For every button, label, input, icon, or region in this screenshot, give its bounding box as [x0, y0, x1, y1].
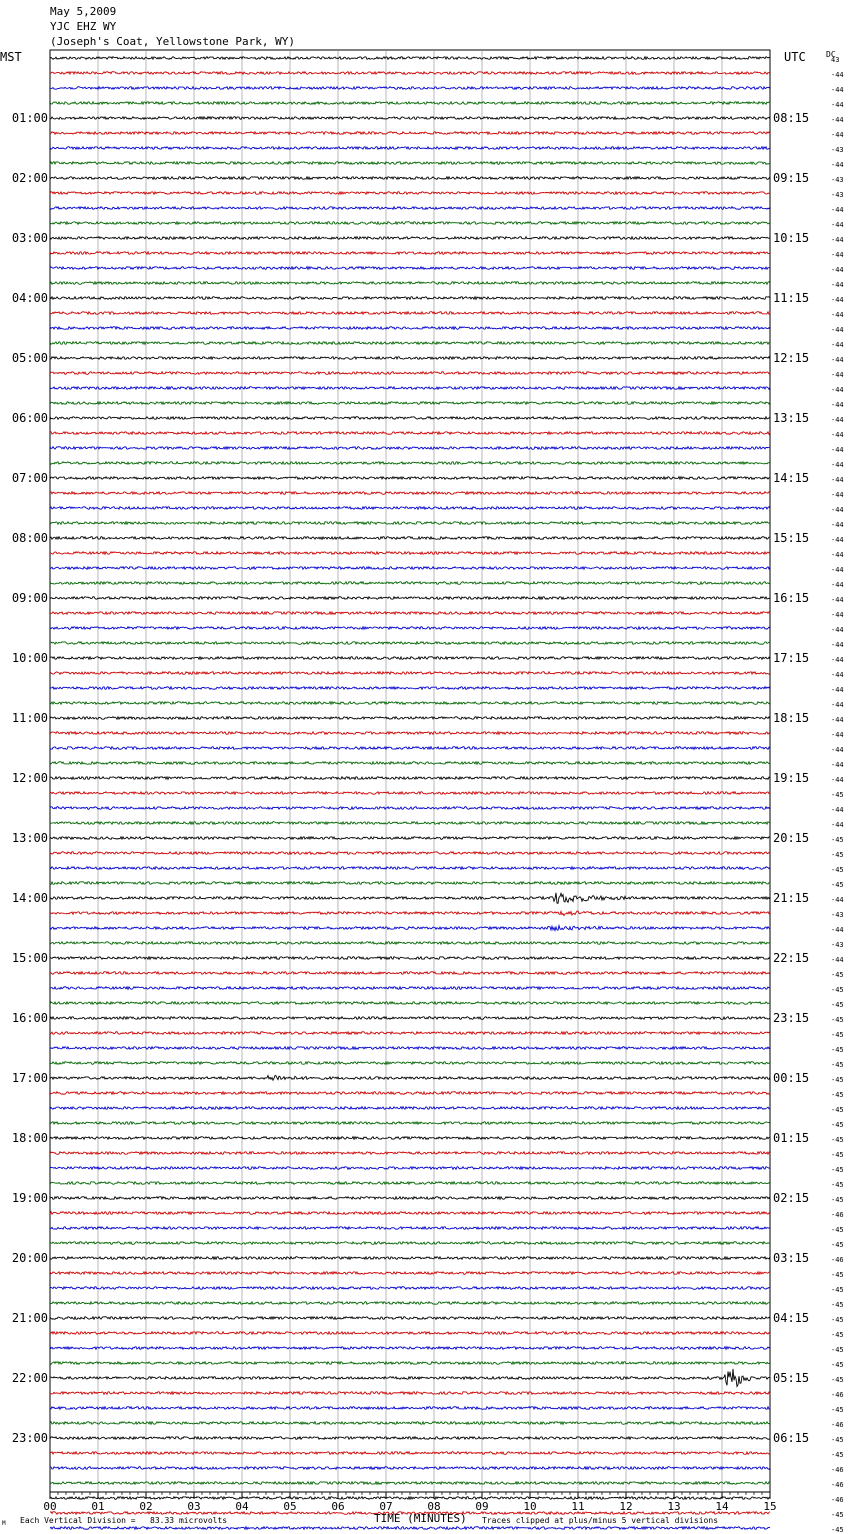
- dc-offset-value: -44: [831, 356, 844, 364]
- seismic-trace-line: [50, 987, 770, 990]
- dc-offset-value: -45: [831, 1241, 844, 1249]
- x-tick-label: 11: [571, 1500, 585, 1513]
- dc-offset-value: -45: [831, 1151, 844, 1159]
- right-timezone-label: UTC: [784, 50, 806, 64]
- seismic-trace-line: [50, 1332, 770, 1335]
- seismic-trace-line: [50, 567, 770, 570]
- seismic-trace-line: [50, 657, 770, 660]
- x-tick-label: 03: [187, 1500, 201, 1513]
- dc-offset-value: -45: [831, 1136, 844, 1144]
- seismic-trace-line: [50, 72, 770, 75]
- seismic-trace-line: [50, 627, 770, 630]
- seismic-trace-line: [50, 1152, 770, 1155]
- dc-offset-value: -45: [831, 1031, 844, 1039]
- dc-offset-value: -44: [831, 431, 844, 439]
- chart-date: May 5,2009: [50, 5, 117, 18]
- right-hour-label: 10:15: [773, 231, 810, 245]
- right-hour-label: 19:15: [773, 771, 810, 785]
- x-tick-label: 06: [331, 1500, 345, 1513]
- seismic-trace-line: [50, 612, 770, 615]
- seismic-trace-line: [50, 1197, 770, 1200]
- right-hour-label: 00:15: [773, 1071, 810, 1085]
- scale-note: Each Vertical Division = 83.33 microvolts: [20, 1516, 228, 1525]
- x-tick-label: 09: [475, 1500, 489, 1513]
- dc-offset-value: -45: [831, 1301, 844, 1309]
- dc-offset-value: -44: [831, 701, 844, 709]
- dc-offset-value: -45: [831, 851, 844, 859]
- left-hour-label: 03:00: [11, 231, 48, 245]
- seismic-trace-line: [50, 852, 770, 855]
- seismic-trace-line: [50, 1107, 770, 1110]
- seismic-trace-line: [50, 942, 770, 945]
- dc-offset-value: -44: [831, 371, 844, 379]
- dc-offset-value: -46: [831, 1256, 844, 1264]
- seismic-trace-line: [50, 1002, 770, 1005]
- dc-offset-value: -45: [831, 866, 844, 874]
- dc-offset-value: -45: [831, 791, 844, 799]
- dc-offset-value: -44: [831, 656, 844, 664]
- left-hour-label: 02:00: [11, 171, 48, 185]
- seismic-trace-line: [50, 477, 770, 480]
- dc-offset-value: -45: [831, 1376, 844, 1384]
- seismic-trace-line: [50, 282, 770, 285]
- left-hour-label: 23:00: [11, 1431, 48, 1445]
- seismic-trace-line: [50, 237, 770, 240]
- seismic-trace-line: [50, 972, 770, 975]
- seismic-trace-line: [50, 747, 770, 750]
- dc-offset-value: -44: [831, 596, 844, 604]
- seismic-trace-line: [50, 402, 770, 405]
- seismic-trace-line: [50, 267, 770, 270]
- dc-offset-value: -45: [831, 1196, 844, 1204]
- seismic-trace-line: [50, 327, 770, 330]
- right-hour-label: 14:15: [773, 471, 810, 485]
- dc-offset-value: -44: [831, 281, 844, 289]
- dc-offset-value: -45: [831, 1016, 844, 1024]
- dc-offset-value: -45: [831, 986, 844, 994]
- right-hour-label: 06:15: [773, 1431, 810, 1445]
- seismic-trace-line: [50, 252, 770, 255]
- dc-offset-value: -44: [831, 491, 844, 499]
- right-hour-label: 11:15: [773, 291, 810, 305]
- seismic-trace-line: [50, 1422, 770, 1425]
- left-timezone-label: MST: [0, 50, 22, 64]
- plot-frame: [50, 50, 770, 1492]
- dc-offset-value: -44: [831, 236, 844, 244]
- seismic-trace-line: [50, 807, 770, 810]
- left-hour-label: 14:00: [11, 891, 48, 905]
- dc-offset-value: -44: [831, 521, 844, 529]
- clip-note: Traces clipped at plus/minus 5 vertical divisions: [482, 1516, 719, 1525]
- dc-offset-value: -44: [831, 101, 844, 109]
- seismic-trace-line: [50, 777, 770, 780]
- left-hour-label: 09:00: [11, 591, 48, 605]
- dc-offset-value: -44: [831, 296, 844, 304]
- x-tick-label: 01: [91, 1500, 105, 1513]
- dc-offset-value: -45: [831, 1316, 844, 1324]
- station-code: YJC EHZ WY: [50, 20, 117, 33]
- dc-offset-value: -44: [831, 161, 844, 169]
- dc-offset-value: -44: [831, 266, 844, 274]
- seismic-trace-line: [50, 1167, 770, 1170]
- dc-offset-value: -45: [831, 1226, 844, 1234]
- dc-offset-value: -44: [831, 251, 844, 259]
- right-hour-label: 08:15: [773, 111, 810, 125]
- seismic-trace-line: [50, 1017, 770, 1020]
- seismic-trace-line: [50, 882, 770, 885]
- dc-offset-value: -44: [831, 386, 844, 394]
- seismic-trace-line: [50, 1227, 770, 1230]
- dc-offset-value: -44: [831, 506, 844, 514]
- dc-offset-label: DC: [826, 50, 836, 59]
- dc-offset-value: -45: [831, 1061, 844, 1069]
- seismic-trace-line: [50, 926, 770, 931]
- x-tick-label: 13: [667, 1500, 681, 1513]
- dc-offset-value: -45: [831, 836, 844, 844]
- seismic-trace-line: [50, 87, 770, 90]
- dc-offset-value: -45: [831, 1511, 844, 1519]
- seismic-trace-line: [50, 1527, 770, 1530]
- dc-offset-value: -44: [831, 131, 844, 139]
- right-hour-label: 20:15: [773, 831, 810, 845]
- seismic-trace-line: [50, 732, 770, 735]
- dc-offset-value: -44: [831, 116, 844, 124]
- left-hour-label: 06:00: [11, 411, 48, 425]
- dc-offset-value: -45: [831, 1361, 844, 1369]
- left-hour-label: 04:00: [11, 291, 48, 305]
- right-hour-label: 15:15: [773, 531, 810, 545]
- seismic-trace-line: [50, 867, 770, 870]
- seismic-trace-line: [50, 1317, 770, 1320]
- dc-offset-value: -45: [831, 1091, 844, 1099]
- dc-offset-value: -44: [831, 401, 844, 409]
- seismic-trace-line: [50, 1362, 770, 1365]
- seismic-trace-line: [50, 1257, 770, 1260]
- x-tick-label: 12: [619, 1500, 633, 1513]
- left-hour-label: 05:00: [11, 351, 48, 365]
- seismic-trace-line: [50, 132, 770, 135]
- seismic-trace-line: [50, 1452, 770, 1455]
- seismic-trace-line: [50, 207, 770, 210]
- seismic-trace-line: [50, 537, 770, 540]
- seismic-trace-line: [50, 957, 770, 960]
- left-hour-label: 01:00: [11, 111, 48, 125]
- seismic-trace-line: [50, 417, 770, 420]
- dc-offset-value: 43: [831, 56, 840, 64]
- seismic-trace-line: [50, 312, 770, 315]
- seismic-trace-line: [50, 342, 770, 345]
- dc-offset-value: -43: [831, 191, 844, 199]
- dc-offset-value: -43: [831, 176, 844, 184]
- seismic-trace-line: [50, 642, 770, 645]
- seismic-trace-line: [50, 762, 770, 765]
- dc-offset-value: -44: [831, 896, 844, 904]
- seismic-trace-line: [50, 1032, 770, 1035]
- seismic-trace-line: [50, 1062, 770, 1065]
- dc-offset-value: -44: [831, 461, 844, 469]
- left-hour-label: 19:00: [11, 1191, 48, 1205]
- seismic-trace-line: [50, 792, 770, 795]
- right-hour-label: 22:15: [773, 951, 810, 965]
- dc-offset-value: -44: [831, 641, 844, 649]
- left-hour-label: 16:00: [11, 1011, 48, 1025]
- right-hour-label: 13:15: [773, 411, 810, 425]
- left-hour-label: 10:00: [11, 651, 48, 665]
- seismic-trace-line: [50, 1137, 770, 1140]
- right-hour-label: 09:15: [773, 171, 810, 185]
- dc-offset-value: -44: [831, 581, 844, 589]
- seismic-trace-line: [50, 1369, 770, 1386]
- left-hour-label: 13:00: [11, 831, 48, 845]
- dc-offset-value: -44: [831, 566, 844, 574]
- seismic-trace-line: [50, 162, 770, 165]
- x-tick-label: 15: [763, 1500, 777, 1513]
- seismic-trace-line: [50, 447, 770, 450]
- dc-offset-value: -45: [831, 881, 844, 889]
- dc-offset-value: -45: [831, 1526, 844, 1534]
- dc-offset-value: -45: [831, 1346, 844, 1354]
- left-hour-label: 15:00: [11, 951, 48, 965]
- dc-offset-value: -45: [831, 1286, 844, 1294]
- dc-offset-value: -45: [831, 1046, 844, 1054]
- dc-offset-value: -44: [831, 416, 844, 424]
- seismic-trace-line: [50, 1407, 770, 1410]
- dc-offset-value: -44: [831, 341, 844, 349]
- seismic-trace-line: [50, 222, 770, 225]
- x-tick-label: 08: [427, 1500, 441, 1513]
- right-hour-label: 04:15: [773, 1311, 810, 1325]
- dc-offset-value: -45: [831, 1406, 844, 1414]
- dc-offset-value: -44: [831, 71, 844, 79]
- dc-offset-value: -46: [831, 1496, 844, 1504]
- dc-offset-value: -44: [831, 221, 844, 229]
- seismic-trace-line: [50, 1122, 770, 1125]
- dc-offset-value: -44: [831, 956, 844, 964]
- dc-offset-value: -45: [831, 1076, 844, 1084]
- seismic-trace-line: [50, 597, 770, 600]
- left-hour-label: 21:00: [11, 1311, 48, 1325]
- dc-offset-value: -44: [831, 761, 844, 769]
- seismic-trace-line: [50, 582, 770, 585]
- dc-offset-value: -44: [831, 611, 844, 619]
- dc-offset-value: -44: [831, 686, 844, 694]
- right-hour-label: 16:15: [773, 591, 810, 605]
- dc-offset-value: -44: [831, 446, 844, 454]
- seismic-trace-line: [50, 462, 770, 465]
- seismic-trace-line: [50, 822, 770, 825]
- dc-offset-value: -46: [831, 1391, 844, 1399]
- seismic-trace-line: [50, 1482, 770, 1485]
- seismic-trace-line: [50, 297, 770, 300]
- dc-offset-value: -43: [831, 941, 844, 949]
- dc-offset-value: -45: [831, 1436, 844, 1444]
- seismic-trace-line: [50, 1242, 770, 1245]
- seismic-trace-line: [50, 1047, 770, 1050]
- seismic-trace-line: [50, 672, 770, 675]
- seismic-trace-line: [50, 837, 770, 840]
- left-hour-label: 07:00: [11, 471, 48, 485]
- dc-offset-value: -44: [831, 326, 844, 334]
- right-hour-label: 12:15: [773, 351, 810, 365]
- right-hour-label: 03:15: [773, 1251, 810, 1265]
- left-hour-label: 11:00: [11, 711, 48, 725]
- station-location: (Joseph's Coat, Yellowstone Park, WY): [50, 35, 296, 48]
- seismic-trace-line: [50, 1437, 770, 1440]
- left-hour-label: 18:00: [11, 1131, 48, 1145]
- dc-offset-value: -45: [831, 1121, 844, 1129]
- left-hour-label: 17:00: [11, 1071, 48, 1085]
- right-hour-label: 17:15: [773, 651, 810, 665]
- left-hour-label: 08:00: [11, 531, 48, 545]
- dc-offset-value: -43: [831, 911, 844, 919]
- dc-offset-value: -46: [831, 1421, 844, 1429]
- dc-offset-value: -44: [831, 731, 844, 739]
- dc-offset-value: -45: [831, 1181, 844, 1189]
- dc-offset-value: -44: [831, 776, 844, 784]
- seismic-trace-line: [50, 687, 770, 690]
- right-hour-label: 21:15: [773, 891, 810, 905]
- seismic-trace-line: [50, 911, 770, 915]
- x-axis-title: TIME (MINUTES): [374, 1512, 467, 1525]
- seismic-trace-line: [50, 117, 770, 120]
- dc-offset-value: -44: [831, 206, 844, 214]
- dc-offset-value: -45: [831, 1166, 844, 1174]
- seismic-trace-line: [50, 1497, 770, 1500]
- seismic-trace-line: [50, 192, 770, 195]
- x-tick-label: 02: [139, 1500, 153, 1513]
- dc-offset-value: -45: [831, 1001, 844, 1009]
- dc-offset-value: -46: [831, 1481, 844, 1489]
- dc-offset-value: -44: [831, 716, 844, 724]
- seismic-trace-line: [50, 372, 770, 375]
- x-tick-label: 10: [523, 1500, 537, 1513]
- seismic-trace-line: [50, 1302, 770, 1305]
- dc-offset-value: -44: [831, 926, 844, 934]
- seismic-trace-line: [50, 102, 770, 105]
- x-tick-label: 05: [283, 1500, 297, 1513]
- x-tick-label: 04: [235, 1500, 249, 1513]
- seismic-trace-line: [50, 717, 770, 720]
- seismic-trace-line: [50, 1182, 770, 1185]
- seismic-trace-line: [50, 57, 770, 60]
- seismic-trace-line: [50, 1287, 770, 1290]
- right-hour-label: 23:15: [773, 1011, 810, 1025]
- dc-offset-value: -46: [831, 1211, 844, 1219]
- dc-offset-value: -45: [831, 971, 844, 979]
- dc-offset-value: -44: [831, 821, 844, 829]
- right-hour-label: 05:15: [773, 1371, 810, 1385]
- seismic-trace-line: [50, 507, 770, 510]
- left-hour-label: 20:00: [11, 1251, 48, 1265]
- dc-offset-value: -44: [831, 551, 844, 559]
- seismic-trace-line: [50, 147, 770, 150]
- dc-offset-value: -44: [831, 311, 844, 319]
- seismic-trace-line: [50, 492, 770, 495]
- dc-offset-value: -44: [831, 476, 844, 484]
- x-tick-label: 07: [379, 1500, 393, 1513]
- seismic-trace-line: [50, 1392, 770, 1395]
- seismic-trace-line: [50, 1092, 770, 1095]
- seismic-trace-line: [50, 1347, 770, 1350]
- dc-offset-value: -44: [831, 671, 844, 679]
- left-hour-label: 22:00: [11, 1371, 48, 1385]
- seismic-trace-line: [50, 552, 770, 555]
- seismic-trace-line: [50, 1076, 770, 1081]
- dc-offset-value: -45: [831, 1106, 844, 1114]
- left-hour-label: 12:00: [11, 771, 48, 785]
- dc-offset-value: -44: [831, 626, 844, 634]
- seismic-trace-line: [50, 432, 770, 435]
- dc-offset-value: -46: [831, 1466, 844, 1474]
- dc-offset-value: -45: [831, 1331, 844, 1339]
- right-hour-label: 18:15: [773, 711, 810, 725]
- dc-offset-value: -45: [831, 1271, 844, 1279]
- dc-offset-value: -43: [831, 146, 844, 154]
- seismic-trace-line: [50, 1212, 770, 1215]
- dc-offset-value: -44: [831, 536, 844, 544]
- dc-offset-value: -44: [831, 746, 844, 754]
- seismic-trace-line: [50, 1272, 770, 1275]
- seismic-trace-line: [50, 357, 770, 360]
- x-tick-label: 14: [715, 1500, 729, 1513]
- right-hour-label: 01:15: [773, 1131, 810, 1145]
- dc-offset-value: -44: [831, 806, 844, 814]
- corner-mark: M: [2, 1520, 6, 1527]
- seismic-trace-line: [50, 522, 770, 525]
- seismic-trace-line: [50, 1467, 770, 1470]
- seismic-trace-line: [50, 177, 770, 180]
- dc-offset-value: -44: [831, 86, 844, 94]
- dc-offset-value: -45: [831, 1451, 844, 1459]
- seismic-trace-line: [50, 893, 770, 904]
- seismic-trace-line: [50, 387, 770, 390]
- x-tick-label: 00: [43, 1500, 57, 1513]
- right-hour-label: 02:15: [773, 1191, 810, 1205]
- seismic-trace-line: [50, 702, 770, 705]
